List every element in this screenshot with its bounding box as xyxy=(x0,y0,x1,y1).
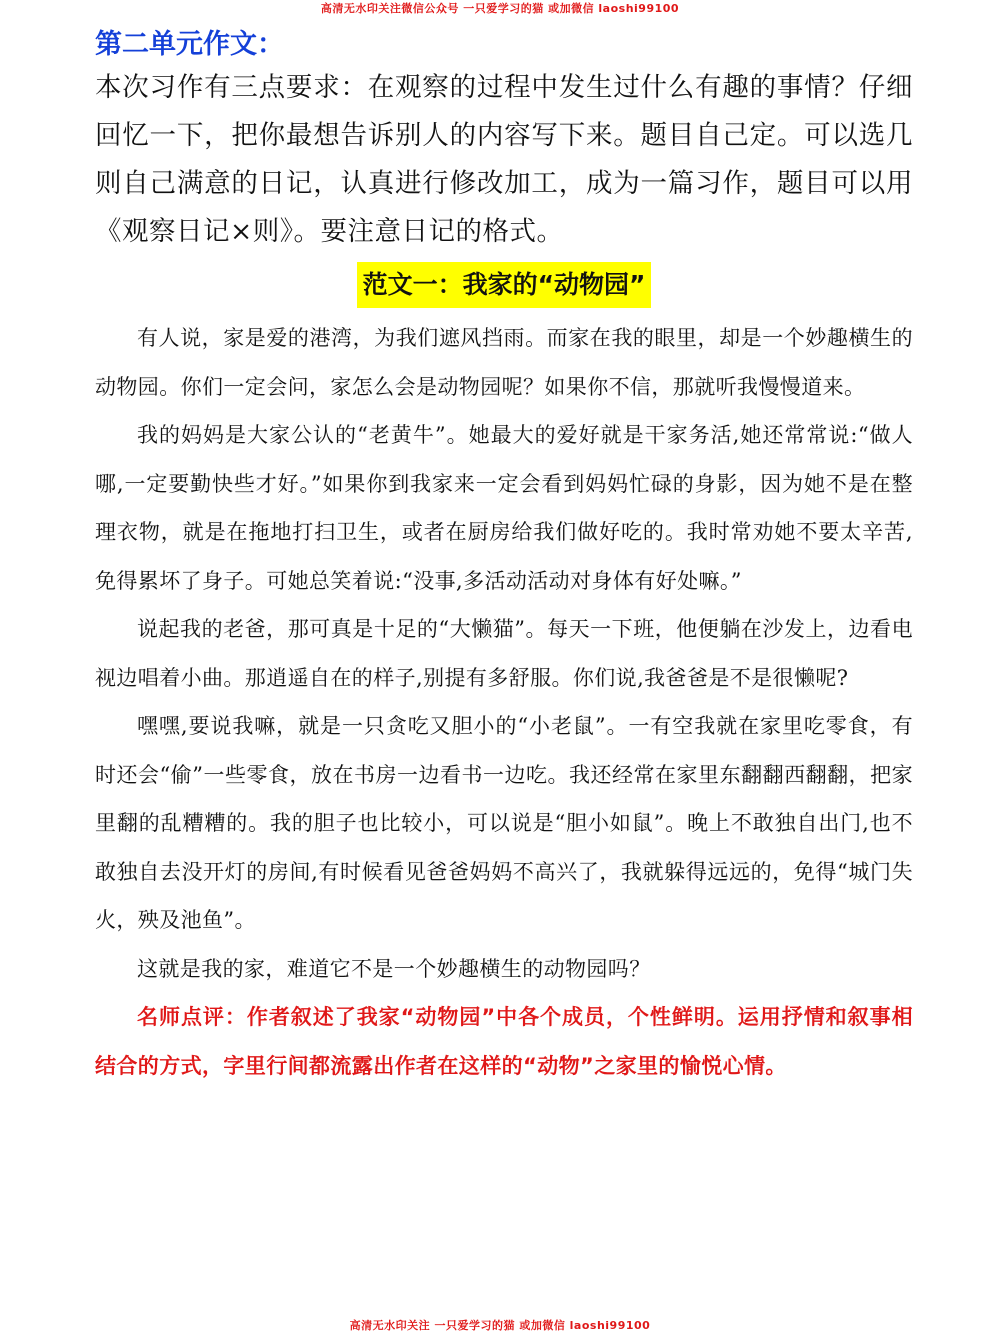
assignment-requirement: 本次习作有三点要求：在观察的过程中发生过什么有趣的事情？仔细回忆一下，把你最想告诉别人的内容写下来。题目自己定。可以选几则自己满意的日记，认真进行修改加工，成为一篇习作，题目可以用《观察日记×则》。要注意日记的格式。 xyxy=(95,72,913,247)
essay-paragraph: 我的妈妈是大家公认的“老黄牛”。她最大的爱好就是干家务活,她还常常说:“做人哪,一定要勤快些才好。”如果你到我家来一定会看到妈妈忙碌的身影，因为她不是在整理衣物，就是在拖地打扫卫生，或者在厨房给我们做好吃的。我时常劝她不要太辛苦,免得累坏了身子。可她总笑着说:“没事,多活动活动对身体有好处嘛。” xyxy=(95,423,913,593)
unit-title: 第二单元作文： xyxy=(95,29,284,60)
essay-body xyxy=(95,314,913,1091)
top-watermark: 高清无水印关注微信公众号 一只爱学习的猫 或加微信 laoshi99100 xyxy=(320,2,680,15)
essay-content xyxy=(95,26,913,1091)
bottom-watermark: 高清无水印关注 一只爱学习的猫 或加微信 laoshi99100 xyxy=(349,1319,651,1332)
sample-title-row xyxy=(95,262,913,310)
sample-essay-title: 范文一：我家的“动物园” xyxy=(357,262,652,308)
essay-paragraph: 这就是我的家，难道它不是一个妙趣横生的动物园吗？ xyxy=(137,956,651,981)
essay-paragraph: 嘿嘿,要说我嘛，就是一只贪吃又胆小的“小老鼠”。一有空我就在家里吃零食，有时还会“偷”一些零食，放在书房一边看书一边吃。我还经常在家里东翻翻西翻翻，把家里翻的乱糟糟的。我的胆子也比较小，可以说是“胆小如鼠”。晚上不敢独自出门,也不敢独自去没开灯的房间,有时候看见爸爸妈妈不高兴了，我就躲得远远的，免得“城门失火，殃及池鱼”。 xyxy=(95,714,913,932)
essay-paragraph: 有人说，家是爱的港湾，为我们遮风挡雨。而家在我的眼里，却是一个妙趣横生的动物园。你们一定会问，家怎么会是动物园呢？如果你不信，那就听我慢慢道来。 xyxy=(95,326,913,399)
teacher-comment: 名师点评：作者叙述了我家“动物园”中各个成员，个性鲜明。运用抒情和叙事相结合的方式，字里行间都流露出作者在这样的“动物”之家里的愉悦心情。 xyxy=(95,1005,913,1078)
essay-paragraph: 说起我的老爸，那可真是十足的“大懒猫”。每天一下班，他便躺在沙发上，边看电视边唱着小曲。那逍遥自在的样子,别提有多舒服。你们说,我爸爸是不是很懒呢? xyxy=(95,617,913,690)
